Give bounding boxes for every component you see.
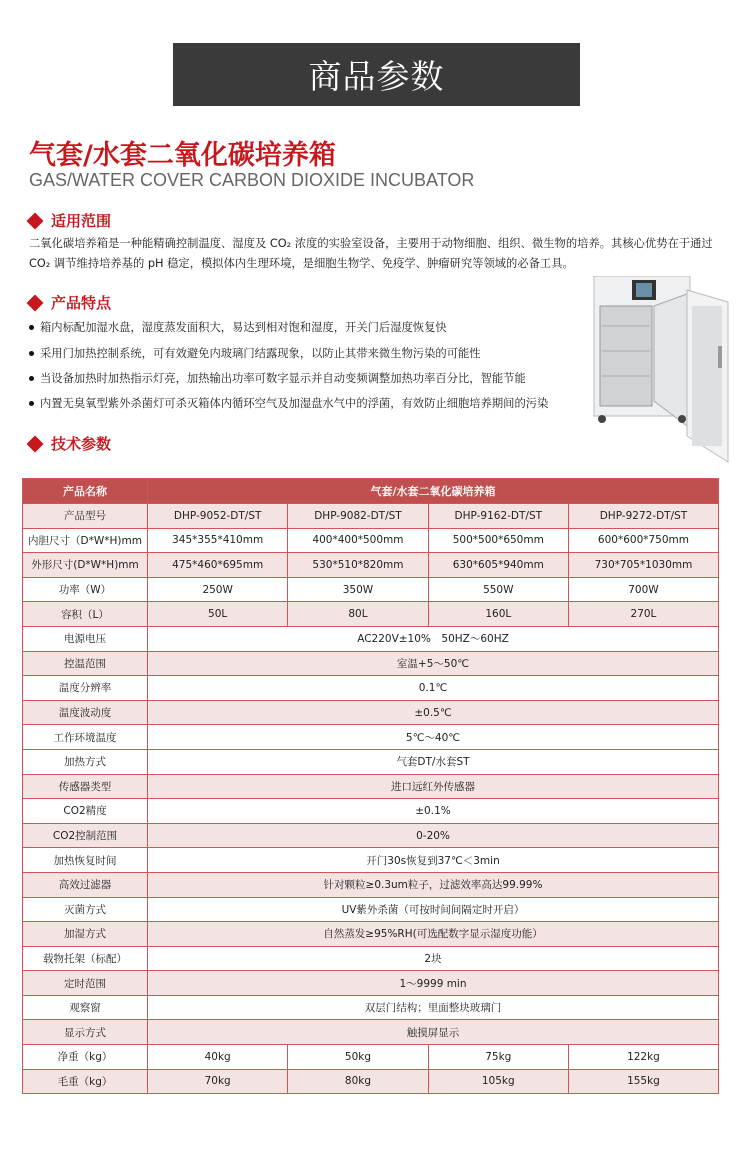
- row-value: 双层门结构；里面整块玻璃门: [148, 995, 719, 1020]
- row-value: 80L: [288, 602, 428, 627]
- row-value: 2块: [148, 946, 719, 971]
- row-value: DHP-9162-DT/ST: [428, 504, 568, 529]
- row-label: 观察窗: [23, 995, 148, 1020]
- table-row: [23, 872, 719, 897]
- row-value: 0-20%: [148, 823, 719, 848]
- row-value: 500*500*650mm: [428, 528, 568, 553]
- bullet-icon: [29, 376, 34, 381]
- bullet-icon: [29, 325, 34, 330]
- section-label: 产品特点: [51, 294, 112, 312]
- row-value: 50L: [148, 602, 288, 627]
- feature-text: 采用门加热控制系统，可有效避免内玻璃门结露现象，以防止其带来微生物污染的可能性: [40, 347, 481, 360]
- table-row: [23, 700, 719, 725]
- header-cell: 产品名称: [23, 479, 148, 504]
- row-label: 加湿方式: [23, 922, 148, 947]
- table-row: [23, 504, 719, 529]
- row-label: 毛重（kg）: [23, 1069, 148, 1094]
- row-value: 730*705*1030mm: [568, 553, 718, 578]
- row-label: CO2精度: [23, 799, 148, 824]
- row-value: 进口远红外传感器: [148, 774, 719, 799]
- row-value: 270L: [568, 602, 718, 627]
- table-row: [23, 1069, 719, 1094]
- section-heading-features: [29, 292, 111, 313]
- row-value: ±0.1%: [148, 799, 719, 824]
- row-value: 1～9999 min: [148, 971, 719, 996]
- table-row: [23, 971, 719, 996]
- row-value: 75kg: [428, 1045, 568, 1070]
- section-heading-specs: [29, 433, 111, 454]
- row-value: 155kg: [568, 1069, 718, 1094]
- table-row: [23, 749, 719, 774]
- table-row: [23, 553, 719, 578]
- row-label: 电源电压: [23, 626, 148, 651]
- feature-item: [29, 395, 548, 411]
- row-label: 功率（W）: [23, 577, 148, 602]
- feature-text: 箱内标配加湿水盘，湿度蒸发面积大，易达到相对饱和湿度，开关门后湿度恢复快: [40, 321, 447, 334]
- row-value: 160L: [428, 602, 568, 627]
- row-value: 40kg: [148, 1045, 288, 1070]
- diamond-icon: [27, 212, 44, 229]
- row-value: 345*355*410mm: [148, 528, 288, 553]
- row-value: 122kg: [568, 1045, 718, 1070]
- row-value: DHP-9052-DT/ST: [148, 504, 288, 529]
- table-row: [23, 602, 719, 627]
- table-row: [23, 676, 719, 701]
- product-title: 气套/水套二氧化碳培养箱: [29, 140, 336, 171]
- table-row: [23, 946, 719, 971]
- row-label: 显示方式: [23, 1020, 148, 1045]
- row-value: 70kg: [148, 1069, 288, 1094]
- row-label: 净重（kg）: [23, 1045, 148, 1070]
- section-banner: 商品参数: [173, 43, 580, 106]
- section-heading-scope: [29, 210, 111, 231]
- row-value: 室温+5～50℃: [148, 651, 719, 676]
- table-row: [23, 922, 719, 947]
- header-cell: 气套/水套二氧化碳培养箱: [148, 479, 719, 504]
- row-label: 容积（L）: [23, 602, 148, 627]
- table-header-row: [23, 479, 719, 504]
- table-row: [23, 528, 719, 553]
- feature-item: [29, 319, 447, 335]
- row-value: 0.1℃: [148, 676, 719, 701]
- row-value: 475*460*695mm: [148, 553, 288, 578]
- row-value: 250W: [148, 577, 288, 602]
- table-row: [23, 799, 719, 824]
- row-label: 内胆尺寸（D*W*H)mm: [23, 528, 148, 553]
- row-value: UV紫外杀菌（可按时间间隔定时开启）: [148, 897, 719, 922]
- table-row: [23, 651, 719, 676]
- row-value: 700W: [568, 577, 718, 602]
- row-value: 600*600*750mm: [568, 528, 718, 553]
- table-row: [23, 577, 719, 602]
- row-value: 触摸屏显示: [148, 1020, 719, 1045]
- section-label: 适用范围: [51, 212, 112, 230]
- bullet-icon: [29, 401, 34, 406]
- feature-item: [29, 370, 526, 386]
- table-row: [23, 995, 719, 1020]
- row-label: 控温范围: [23, 651, 148, 676]
- row-value: ±0.5℃: [148, 700, 719, 725]
- scope-text: 二氧化碳培养箱是一种能精确控制温度、湿度及 CO₂ 浓度的实验室设备，主要用于动物细胞、组织、微生物的培养。其核心优势在于通过 CO₂ 调节维持培养基的 pH 稳定，模拟体内生理环境，是细胞生物学、免疫学、肿瘤研究等领域的必备工具。: [29, 237, 713, 270]
- row-label: 加热方式: [23, 749, 148, 774]
- table-row: [23, 1020, 719, 1045]
- table-row: [23, 626, 719, 651]
- table-row: [23, 774, 719, 799]
- product-subtitle: GAS/WATER COVER CARBON DIOXIDE INCUBATOR: [29, 170, 475, 190]
- row-label: 高效过滤器: [23, 872, 148, 897]
- row-value: 5℃～40℃: [148, 725, 719, 750]
- row-value: DHP-9082-DT/ST: [288, 504, 428, 529]
- row-label: 温度分辨率: [23, 676, 148, 701]
- row-value: 自然蒸发≥95%RH(可选配数字显示湿度功能）: [148, 922, 719, 947]
- row-value: 针对颗粒≥0.3um粒子，过滤效率高达99.99%: [148, 872, 719, 897]
- row-value: 350W: [288, 577, 428, 602]
- row-label: 灭菌方式: [23, 897, 148, 922]
- diamond-icon: [27, 435, 44, 452]
- table-row: [23, 725, 719, 750]
- row-value: 80kg: [288, 1069, 428, 1094]
- section-label: 技术参数: [51, 435, 112, 453]
- row-value: 630*605*940mm: [428, 553, 568, 578]
- row-value: 开门30s恢复到37℃＜3min: [148, 848, 719, 873]
- row-value: 50kg: [288, 1045, 428, 1070]
- row-value: 550W: [428, 577, 568, 602]
- table-row: [23, 1045, 719, 1070]
- row-label: 工作环境温度: [23, 725, 148, 750]
- table-row: [23, 823, 719, 848]
- row-value: DHP-9272-DT/ST: [568, 504, 718, 529]
- row-label: 产品型号: [23, 504, 148, 529]
- row-value: 400*400*500mm: [288, 528, 428, 553]
- row-label: 定时范围: [23, 971, 148, 996]
- feature-text: 内置无臭氧型紫外杀菌灯可杀灭箱体内循环空气及加湿盘水气中的浮菌，有效防止细胞培养期间的污染: [40, 397, 549, 410]
- row-value: 气套DT/水套ST: [148, 749, 719, 774]
- row-label: 加热恢复时间: [23, 848, 148, 873]
- row-label: 外形尺寸(D*W*H)mm: [23, 553, 148, 578]
- row-value: 530*510*820mm: [288, 553, 428, 578]
- row-label: 载物托架（标配）: [23, 946, 148, 971]
- incubator-product-image: [592, 276, 732, 464]
- feature-text: 当设备加热时加热指示灯亮，加热输出功率可数字显示并自动变频调整加热功率百分比，智能节能: [40, 372, 526, 385]
- row-value: AC220V±10% 50HZ～60HZ: [148, 626, 719, 651]
- row-label: 传感器类型: [23, 774, 148, 799]
- bullet-icon: [29, 351, 34, 356]
- table-row: [23, 897, 719, 922]
- table-row: [23, 848, 719, 873]
- row-value: 105kg: [428, 1069, 568, 1094]
- row-label: CO2控制范围: [23, 823, 148, 848]
- diamond-icon: [27, 294, 44, 311]
- feature-item: [29, 345, 481, 361]
- spec-table: [22, 478, 719, 1094]
- row-label: 温度波动度: [23, 700, 148, 725]
